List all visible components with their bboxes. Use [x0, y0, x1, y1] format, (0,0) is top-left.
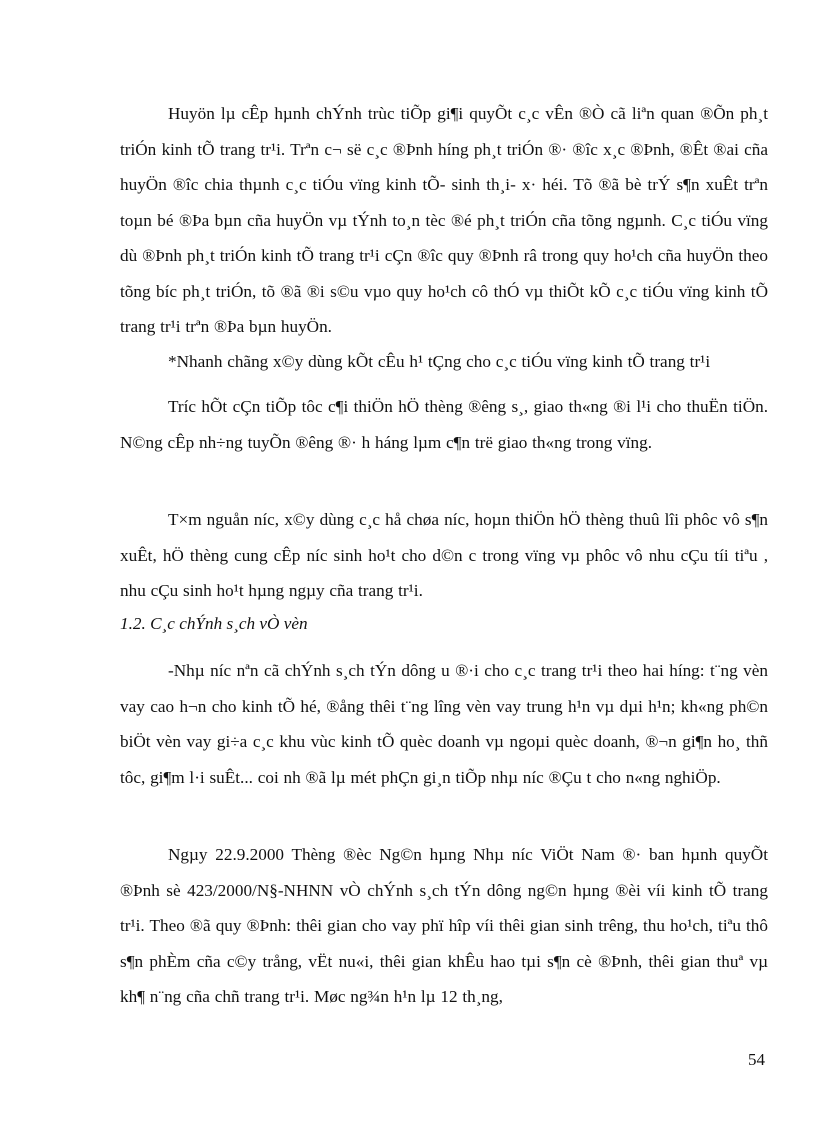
- section-heading: 1.2. C¸c chÝnh s¸ch vÒ vèn: [120, 614, 308, 633]
- paragraph-decision-423: [120, 837, 768, 1015]
- paragraph-credit-policy: [120, 653, 768, 795]
- paragraph-text: Ngµy 22.9.2000 Thèng ®èc Ng©n hµng Nhµ níc ViÖt Nam ®· ban hµnh quyÕt ®Þnh sè 423/2000/N§-NHNN vÒ chÝnh s¸ch tÝn dông ng©n hµng ®èi víi kinh tÕ trang tr¹i. Theo ®ã quy ®Þnh: thêi gian cho vay phï hîp víi thêi gian sinh trêng, thu ho¹ch, tiªu thô s¶n phÈm cña c©y trång, vËt nu«i, thêi gian khÊu hao tµi s¶n cè ®Þnh, thêi gian thuª vµ kh¶ n¨ng cña chñ trang tr¹i. Møc ng¾n h¹n lµ 12 th¸ng,: [120, 845, 768, 1006]
- paragraph-water: [120, 502, 768, 609]
- paragraph-text: Tríc hÕt cÇn tiÕp tôc c¶i thiÖn hÖ thèng ®êng s¸, giao th«ng ®i l¹i cho thuËn tiÖn. N©ng cÊp nh÷ng tuyÕn ®êng ®· h háng lµm c¶n trë giao th«ng trong vïng.: [120, 397, 768, 452]
- paragraph-roads: [120, 389, 768, 460]
- paragraph-text: *Nhanh chãng x©y dùng kÕt cÊu h¹ tÇng cho c¸c tiÓu vïng kinh tÕ trang tr¹i: [168, 352, 711, 371]
- paragraph-infrastructure-heading: [120, 344, 768, 380]
- paragraph-text: T×m nguån níc, x©y dùng c¸c hå chøa níc, hoµn thiÖn hÖ thèng thuû lîi phôc vô s¶n xuÊt, hÖ thèng cung cÊp níc sinh ho¹t cho d©n c trong vïng vµ phôc vô nhu cÇu tíi tiªu , nhu cÇu sinh ho¹t hµng ngµy cña trang tr¹i.: [120, 510, 768, 600]
- paragraph-text: -Nhµ níc nªn cã chÝnh s¸ch tÝn dông u ®·i cho c¸c trang tr¹i theo hai híng: t¨ng vèn vay cao h¬n cho kinh tÕ hé, ®ång thêi t¨ng lîng vèn vay trung h¹n vµ dµi h¹n; kh«ng ph©n biÖt vèn vay gi÷a c¸c khu vùc kinh tÕ quèc doanh vµ ngoµi quèc doanh, ®¬n gi¶n ho¸ thñ tôc, gi¶m l·i suÊt... coi nh ®ã lµ mét phÇn gi¸n tiÕp nhµ níc ®Çu t cho n«ng nghiÖp.: [120, 661, 768, 787]
- page-number: 54: [748, 1050, 765, 1069]
- paragraph-district-planning: [120, 96, 768, 345]
- paragraph-text: Huyön lµ cÊp hµnh chÝnh trùc tiÕp gi¶i quyÕt c¸c vÊn ®Ò cã liªn quan ®Õn ph¸t triÓn kinh tÕ trang tr¹i. Trªn c¬ së c¸c ®Þnh híng ph¸t triÓn ®· ®îc x¸c ®Þnh, ®Êt ®ai cña huyÖn ®îc chia thµnh c¸c tiÓu vïng kinh tÕ- sinh th¸i- x· héi. Tõ ®ã bè trÝ s¶n xuÊt trªn toµn bé ®Þa bµn cña huyÖn vµ tÝnh to¸n tèc ®é ph¸t triÓn cña tõng ngµnh. C¸c tiÓu vïng dù ®Þnh ph¸t triÓn kinh tÕ trang tr¹i cÇn ®îc quy ®Þnh râ trong quy ho¹ch cña huyÖn theo tõng bíc ph¸t triÓn, tõ ®ã ®i s©u vµo quy ho¹ch cô thÓ vµ thiÕt kÕ c¸c tiÓu vïng kinh tÕ trang tr¹i trªn ®Þa bµn huyÖn.: [120, 104, 768, 336]
